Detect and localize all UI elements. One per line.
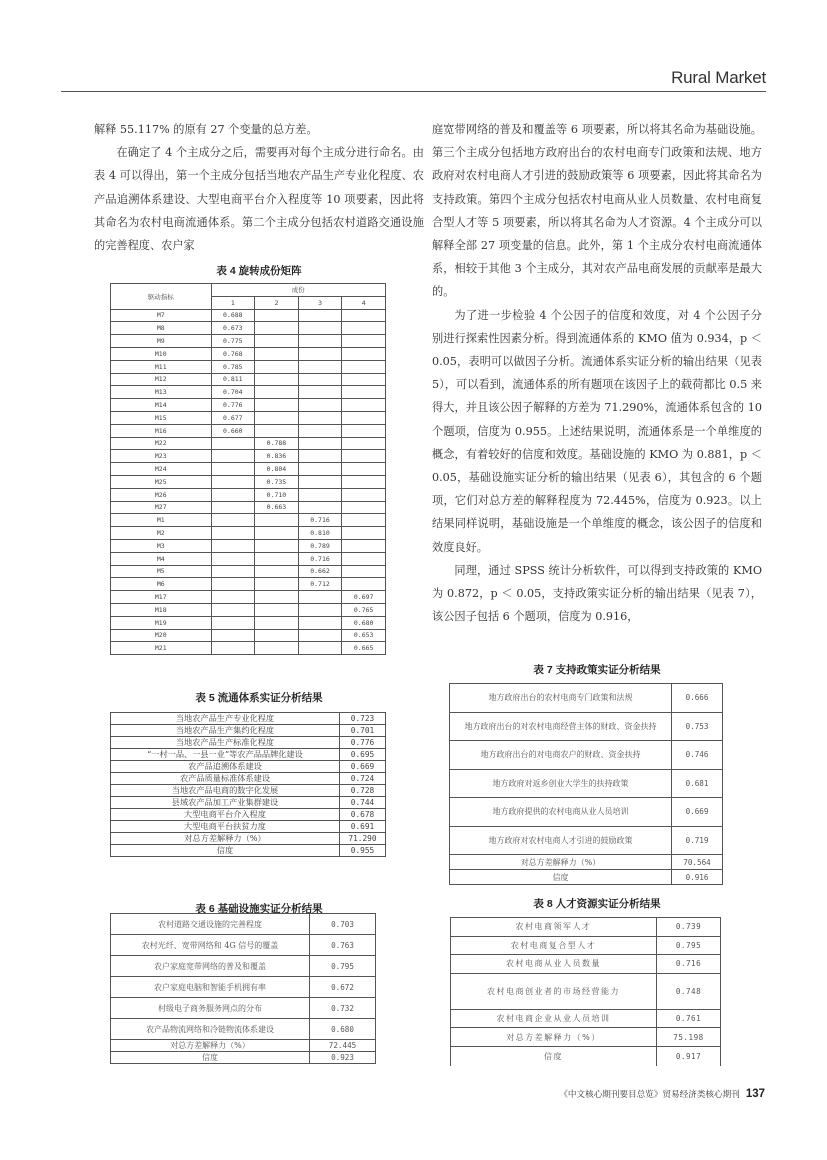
- loading-cell: [298, 399, 342, 412]
- loading-cell: 0.662: [298, 565, 342, 578]
- item-label-cell: 地方政府对返乡创业大学生的扶持政策: [450, 769, 672, 798]
- indicator-id-cell: M27: [111, 501, 212, 514]
- loading-cell: [211, 629, 255, 642]
- item-label-cell: 信度: [451, 1047, 657, 1066]
- table-row: [451, 1009, 721, 1028]
- loading-cell: [298, 411, 342, 424]
- loading-cell: [298, 642, 342, 655]
- loading-cell: 0.735: [255, 475, 299, 488]
- table-row: [111, 956, 376, 977]
- loading-cell: 0.704: [211, 386, 255, 399]
- item-value-cell: 0.916: [672, 870, 723, 885]
- loading-cell: [342, 322, 386, 335]
- table-row: [111, 845, 386, 857]
- table-row: [111, 309, 386, 322]
- loading-cell: [211, 488, 255, 501]
- loading-cell: [211, 501, 255, 514]
- table-row: [111, 475, 386, 488]
- item-label-cell: 农村电商从业人员数量: [451, 955, 657, 974]
- indicator-id-cell: M3: [111, 539, 212, 552]
- loading-cell: 0.716: [298, 552, 342, 565]
- indicator-id-cell: M8: [111, 322, 212, 335]
- loading-cell: [342, 565, 386, 578]
- item-label-cell: 当地农产品生产集约化程度: [111, 725, 340, 737]
- table-row: [111, 591, 386, 604]
- item-label-cell: 地方政府出台的农村电商专门政策和法规: [450, 684, 672, 713]
- loading-cell: 0.660: [211, 424, 255, 437]
- item-value-cell: 0.678: [340, 809, 386, 821]
- loading-cell: [211, 527, 255, 540]
- loading-cell: [211, 642, 255, 655]
- loading-cell: 0.663: [255, 501, 299, 514]
- table-row: [111, 761, 386, 773]
- item-label-cell: 对总方差解释力（%）: [111, 1040, 310, 1052]
- section-title: Rural Market: [671, 68, 766, 87]
- loading-cell: 0.710: [255, 488, 299, 501]
- indicator-id-cell: M13: [111, 386, 212, 399]
- indicator-id-cell: M20: [111, 629, 212, 642]
- loading-cell: [342, 360, 386, 373]
- item-label-cell: 地方政府出台的对电商农户的财政、资金扶持: [450, 741, 672, 770]
- loading-cell: [298, 335, 342, 348]
- loading-cell: [342, 488, 386, 501]
- item-label-cell: 信度: [450, 870, 672, 885]
- table8-talent-resources: [450, 917, 721, 1066]
- loading-cell: [298, 488, 342, 501]
- loading-cell: [255, 539, 299, 552]
- loading-cell: [255, 616, 299, 629]
- item-label-cell: 农村光纤、宽带网络和 4G 信号的覆盖: [111, 935, 310, 956]
- table4-caption: 表 4 旋转成份矩阵: [216, 265, 302, 277]
- loading-cell: 0.768: [211, 347, 255, 360]
- item-value-cell: 0.680: [310, 1019, 376, 1040]
- table-row: [450, 741, 723, 770]
- table-row: [111, 797, 386, 809]
- table7-caption: 表 7 支持政策实证分析结果: [533, 664, 661, 676]
- item-value-cell: 70.564: [672, 855, 723, 870]
- indicator-id-cell: M10: [111, 347, 212, 360]
- item-value-cell: 0.724: [340, 773, 386, 785]
- loading-cell: 0.716: [298, 514, 342, 527]
- table-row: [111, 1019, 376, 1040]
- item-value-cell: 0.776: [340, 737, 386, 749]
- item-value-cell: 0.669: [672, 798, 723, 827]
- table-row: [111, 399, 386, 412]
- loading-cell: [255, 373, 299, 386]
- loading-cell: [298, 360, 342, 373]
- loading-cell: [342, 539, 386, 552]
- item-label-cell: 农产品物流网络和冷链物流体系建设: [111, 1019, 310, 1040]
- item-value-cell: 0.701: [340, 725, 386, 737]
- loading-cell: [211, 463, 255, 476]
- loading-cell: [342, 373, 386, 386]
- header-component-group: 成份: [211, 284, 386, 297]
- table-row: [451, 1028, 721, 1047]
- table-row: [111, 386, 386, 399]
- loading-cell: 0.789: [298, 539, 342, 552]
- table-row: [450, 712, 723, 741]
- table-row: [111, 935, 376, 956]
- item-label-cell: 当地农产品生产专业化程度: [111, 713, 340, 725]
- item-value-cell: 0.719: [672, 826, 723, 855]
- loading-cell: 0.804: [255, 463, 299, 476]
- journal-line: 《中文核心期刊要目总览》贸易经济类核心期刊: [559, 1089, 740, 1099]
- table-row: [111, 914, 376, 935]
- loading-cell: 0.688: [211, 309, 255, 322]
- table-row: [111, 1040, 376, 1052]
- item-label-cell: 县域农产品加工产业集群建设: [111, 797, 340, 809]
- item-label-cell: “一村一品、一县一业”等农产品品牌化建设: [111, 749, 340, 761]
- table-row: [111, 785, 386, 797]
- loading-cell: [255, 629, 299, 642]
- loading-cell: 0.788: [255, 437, 299, 450]
- item-value-cell: 0.723: [340, 713, 386, 725]
- table-row: [111, 737, 386, 749]
- item-label-cell: 大型电商平台扶贫力度: [111, 821, 340, 833]
- table-row: [111, 616, 386, 629]
- item-value-cell: 0.681: [672, 769, 723, 798]
- header-component: 2: [255, 296, 299, 309]
- table-row: [111, 437, 386, 450]
- loading-cell: [255, 527, 299, 540]
- loading-cell: [211, 616, 255, 629]
- item-value-cell: 75.198: [657, 1028, 721, 1047]
- item-value-cell: 0.703: [310, 914, 376, 935]
- loading-cell: [298, 386, 342, 399]
- indicator-id-cell: M6: [111, 578, 212, 591]
- item-label-cell: 地方政府对农村电商人才引进的鼓励政策: [450, 826, 672, 855]
- loading-cell: [298, 501, 342, 514]
- loading-cell: [211, 475, 255, 488]
- page-number: 137: [745, 1088, 765, 1100]
- loading-cell: 0.811: [211, 373, 255, 386]
- item-label-cell: 信度: [111, 845, 340, 857]
- table-row: [451, 973, 721, 1009]
- paragraph: 解释 55.117% 的原有 27 个变量的总方差。: [94, 123, 318, 136]
- loading-cell: [211, 539, 255, 552]
- loading-cell: [342, 309, 386, 322]
- indicator-id-cell: M24: [111, 463, 212, 476]
- table4-rotated-component-matrix: [110, 283, 386, 655]
- indicator-id-cell: M15: [111, 411, 212, 424]
- loading-cell: [255, 335, 299, 348]
- item-label-cell: 地方政府提供的农村电商从业人员培训: [450, 798, 672, 827]
- item-label-cell: 对总方差解释力（%）: [451, 1028, 657, 1047]
- table-row: [111, 539, 386, 552]
- item-label-cell: 农村电商企业从业人员培训: [451, 1009, 657, 1028]
- item-value-cell: 0.746: [672, 741, 723, 770]
- table-row: [450, 798, 723, 827]
- item-value-cell: 72.445: [310, 1040, 376, 1052]
- table7-support-policy: [449, 683, 723, 885]
- table-row: [450, 826, 723, 855]
- table-row: [111, 749, 386, 761]
- table-row: [111, 998, 376, 1019]
- item-value-cell: 0.795: [310, 956, 376, 977]
- item-label-cell: 对总方差解释力（%）: [111, 833, 340, 845]
- table-row: [111, 552, 386, 565]
- loading-cell: 0.697: [342, 591, 386, 604]
- indicator-id-cell: M21: [111, 642, 212, 655]
- item-value-cell: 71.290: [340, 833, 386, 845]
- loading-cell: [342, 501, 386, 514]
- loading-cell: [342, 578, 386, 591]
- loading-cell: [211, 603, 255, 616]
- table-row: [111, 713, 386, 725]
- loading-cell: [255, 552, 299, 565]
- loading-cell: 0.653: [342, 629, 386, 642]
- loading-cell: [255, 411, 299, 424]
- item-value-cell: 0.748: [657, 973, 721, 1009]
- loading-cell: [298, 424, 342, 437]
- table-row: [111, 603, 386, 616]
- table-row: [451, 955, 721, 974]
- loading-cell: [255, 514, 299, 527]
- table-row: [111, 373, 386, 386]
- paragraph: 庭宽带网络的普及和覆盖等 6 项要素，所以将其名命为基础设施。第三个主成分包括地方政府出台的农村电商专门政策和法规、地方政府对农村电商人才引进的鼓励政策等 6 项要素，因此将其命名为支持政策。第四个主成分包括农村电商从业人员数量、农村电商复合型人才等 5 项要素，所以将其名命为人才资源。4 个主成分可以解释全部 27 项变量的信息。此外，第 1 个主成分农村电商流通体系，相较于其他 3 个主成分，其对农产品电商发展的贡献率是最大的。: [432, 123, 762, 299]
- table-row: [111, 821, 386, 833]
- loading-cell: 0.665: [342, 642, 386, 655]
- paragraph: 在确定了 4 个主成分之后，需要再对每个主成分进行命名。由表 4 可以得出，第一个主成分包括当地农产品生产专业化程度、农产品追溯体系建设、大型电商平台介入程度等 10 项要素，因此将其命名为农村电商流通体系。第二个主成分包括农村道路交通设施的完善程度、农户家: [94, 146, 424, 253]
- indicator-id-cell: M4: [111, 552, 212, 565]
- table-row: [111, 322, 386, 335]
- indicator-id-cell: M23: [111, 450, 212, 463]
- loading-cell: [255, 399, 299, 412]
- item-label-cell: 信度: [111, 1052, 310, 1064]
- item-value-cell: 0.739: [657, 918, 721, 937]
- loading-cell: [211, 514, 255, 527]
- loading-cell: [342, 437, 386, 450]
- table-row: [451, 1047, 721, 1066]
- table-row: [111, 450, 386, 463]
- table-row: [111, 565, 386, 578]
- table-row: [451, 918, 721, 937]
- loading-cell: 0.765: [342, 603, 386, 616]
- item-value-cell: 0.732: [310, 998, 376, 1019]
- item-label-cell: 农产品追溯体系建设: [111, 761, 340, 773]
- loading-cell: [342, 475, 386, 488]
- table-row: [450, 769, 723, 798]
- indicator-id-cell: M22: [111, 437, 212, 450]
- loading-cell: [298, 309, 342, 322]
- table-row: [111, 642, 386, 655]
- indicator-id-cell: M9: [111, 335, 212, 348]
- item-label-cell: 农村电商复合型人才: [451, 936, 657, 955]
- table5-circulation-system: [110, 712, 386, 857]
- loading-cell: [298, 450, 342, 463]
- loading-cell: [255, 642, 299, 655]
- item-label-cell: 农产品质量标准体系建设: [111, 773, 340, 785]
- header-component: 3: [298, 296, 342, 309]
- item-label-cell: 大型电商平台介入程度: [111, 809, 340, 821]
- loading-cell: 0.775: [211, 335, 255, 348]
- item-label-cell: 当地农产品生产标准化程度: [111, 737, 340, 749]
- indicator-id-cell: M14: [111, 399, 212, 412]
- table8-caption: 表 8 人才资源实证分析结果: [533, 898, 661, 910]
- loading-cell: [298, 373, 342, 386]
- item-value-cell: 0.923: [310, 1052, 376, 1064]
- loading-cell: [255, 347, 299, 360]
- loading-cell: [255, 565, 299, 578]
- table-row: [111, 411, 386, 424]
- loading-cell: [298, 437, 342, 450]
- indicator-id-cell: M2: [111, 527, 212, 540]
- right-column: [432, 118, 762, 628]
- item-value-cell: 0.753: [672, 712, 723, 741]
- indicator-id-cell: M19: [111, 616, 212, 629]
- item-value-cell: 0.763: [310, 935, 376, 956]
- indicator-id-cell: M7: [111, 309, 212, 322]
- table-row: [111, 501, 386, 514]
- table5-caption: 表 5 流通体系实证分析结果: [195, 692, 323, 704]
- loading-cell: 0.712: [298, 578, 342, 591]
- table-row: [450, 684, 723, 713]
- loading-cell: [255, 591, 299, 604]
- table-row: [111, 578, 386, 591]
- table-row: [111, 773, 386, 785]
- indicator-id-cell: M17: [111, 591, 212, 604]
- item-label-cell: 农村电商领军人才: [451, 918, 657, 937]
- loading-cell: [298, 322, 342, 335]
- running-head: [61, 66, 766, 92]
- indicator-id-cell: M12: [111, 373, 212, 386]
- loading-cell: [298, 616, 342, 629]
- item-label-cell: 地方政府出台的对农村电商经营主体的财政、资金扶持: [450, 712, 672, 741]
- indicator-id-cell: M18: [111, 603, 212, 616]
- loading-cell: [255, 322, 299, 335]
- table-row: [111, 527, 386, 540]
- loading-cell: 0.677: [211, 411, 255, 424]
- page-footer: [559, 1088, 765, 1100]
- loading-cell: [298, 591, 342, 604]
- item-value-cell: 0.691: [340, 821, 386, 833]
- table-row: [111, 809, 386, 821]
- indicator-id-cell: M16: [111, 424, 212, 437]
- item-value-cell: 0.716: [657, 955, 721, 974]
- item-label-cell: 村级电子商务服务网点的分布: [111, 998, 310, 1019]
- loading-cell: 0.776: [211, 399, 255, 412]
- item-label-cell: 农村道路交通设施的完善程度: [111, 914, 310, 935]
- item-label-cell: 农户家庭电脑和智能手机拥有率: [111, 977, 310, 998]
- item-value-cell: 0.695: [340, 749, 386, 761]
- item-value-cell: 0.728: [340, 785, 386, 797]
- indicator-id-cell: M25: [111, 475, 212, 488]
- item-value-cell: 0.672: [310, 977, 376, 998]
- loading-cell: [255, 424, 299, 437]
- item-value-cell: 0.669: [340, 761, 386, 773]
- loading-cell: [255, 603, 299, 616]
- loading-cell: [211, 578, 255, 591]
- item-value-cell: 0.761: [657, 1009, 721, 1028]
- loading-cell: [342, 450, 386, 463]
- table6-caption: 表 6 基础设施实证分析结果: [195, 903, 323, 915]
- paragraph: 同理，通过 SPSS 统计分析软件，可以得到支持政策的 KMO 为 0.872，p ＜ 0.05，支持政策实证分析的输出结果（见表 7），该公因子包括 6 个题项，信度为 0.916，: [432, 563, 762, 624]
- loading-cell: [211, 437, 255, 450]
- loading-cell: [211, 591, 255, 604]
- item-label-cell: 农村电商创业者的市场经营能力: [451, 973, 657, 1009]
- loading-cell: [342, 335, 386, 348]
- loading-cell: 0.785: [211, 360, 255, 373]
- table6-infrastructure: [110, 913, 376, 1064]
- loading-cell: [255, 578, 299, 591]
- table-row: [111, 463, 386, 476]
- item-value-cell: 0.795: [657, 936, 721, 955]
- table-row: [451, 936, 721, 955]
- loading-cell: [342, 347, 386, 360]
- indicator-id-cell: M11: [111, 360, 212, 373]
- loading-cell: [255, 360, 299, 373]
- table-row: [111, 977, 376, 998]
- item-value-cell: 0.744: [340, 797, 386, 809]
- loading-cell: [342, 386, 386, 399]
- loading-cell: [342, 424, 386, 437]
- indicator-id-cell: M1: [111, 514, 212, 527]
- table-row: [111, 833, 386, 845]
- loading-cell: [342, 463, 386, 476]
- loading-cell: [211, 450, 255, 463]
- loading-cell: [298, 629, 342, 642]
- header-component: 4: [342, 296, 386, 309]
- left-column: [94, 118, 424, 257]
- loading-cell: 0.836: [255, 450, 299, 463]
- item-value-cell: 0.955: [340, 845, 386, 857]
- indicator-id-cell: M26: [111, 488, 212, 501]
- table-row: [450, 855, 723, 870]
- loading-cell: 0.810: [298, 527, 342, 540]
- table-row: [111, 488, 386, 501]
- loading-cell: [298, 475, 342, 488]
- table-row: [111, 424, 386, 437]
- loading-cell: [211, 552, 255, 565]
- table-row: [111, 1052, 376, 1064]
- loading-cell: [342, 411, 386, 424]
- item-value-cell: 0.917: [657, 1047, 721, 1066]
- loading-cell: [255, 309, 299, 322]
- loading-cell: [342, 514, 386, 527]
- indicator-id-cell: M5: [111, 565, 212, 578]
- loading-cell: [298, 603, 342, 616]
- loading-cell: [342, 527, 386, 540]
- item-label-cell: 当地农产品电商的数字化发展: [111, 785, 340, 797]
- header-component: 1: [211, 296, 255, 309]
- table-row: [111, 360, 386, 373]
- table-row: [111, 629, 386, 642]
- table-row: [111, 514, 386, 527]
- loading-cell: 0.673: [211, 322, 255, 335]
- table-row: [111, 335, 386, 348]
- loading-cell: [298, 463, 342, 476]
- item-label-cell: 对总方差解释力（%）: [450, 855, 672, 870]
- header-driver-indicator: 驱动指标: [111, 284, 212, 310]
- table-row: [111, 725, 386, 737]
- loading-cell: 0.680: [342, 616, 386, 629]
- table-row: [111, 347, 386, 360]
- paragraph: 为了进一步检验 4 个公因子的信度和效度，对 4 个公因子分别进行探索性因素分析。得到流通体系的 KMO 值为 0.934，p ＜ 0.05，表明可以做因子分析。流通体系实证分析的输出结果（见表 5），可以看到，流通体系的所有题项在该因子上的载荷都比 0.5 来得大，并且该公因子解释的方差为 71.290%，流通体系包含的 10 个题项，信度为 0.955。上述结果说明，流通体系是一个单维度的概念，有着较好的信度和效度。基础设施的 KMO 为 0.881，p ＜ 0.05，基础设施实证分析的输出结果（见表 6），其包含的 6 个题项，它们对总方差的解释程度为 72.445%，信度为 0.923。以上结果同样说明，基础设施是一个单维度的概念，该公因子的信度和效度良好。: [432, 308, 762, 554]
- item-value-cell: 0.666: [672, 684, 723, 713]
- table-row: [450, 870, 723, 885]
- loading-cell: [211, 565, 255, 578]
- item-label-cell: 农户家庭宽带网络的普及和覆盖: [111, 956, 310, 977]
- loading-cell: [342, 399, 386, 412]
- loading-cell: [342, 552, 386, 565]
- loading-cell: [255, 386, 299, 399]
- loading-cell: [298, 347, 342, 360]
